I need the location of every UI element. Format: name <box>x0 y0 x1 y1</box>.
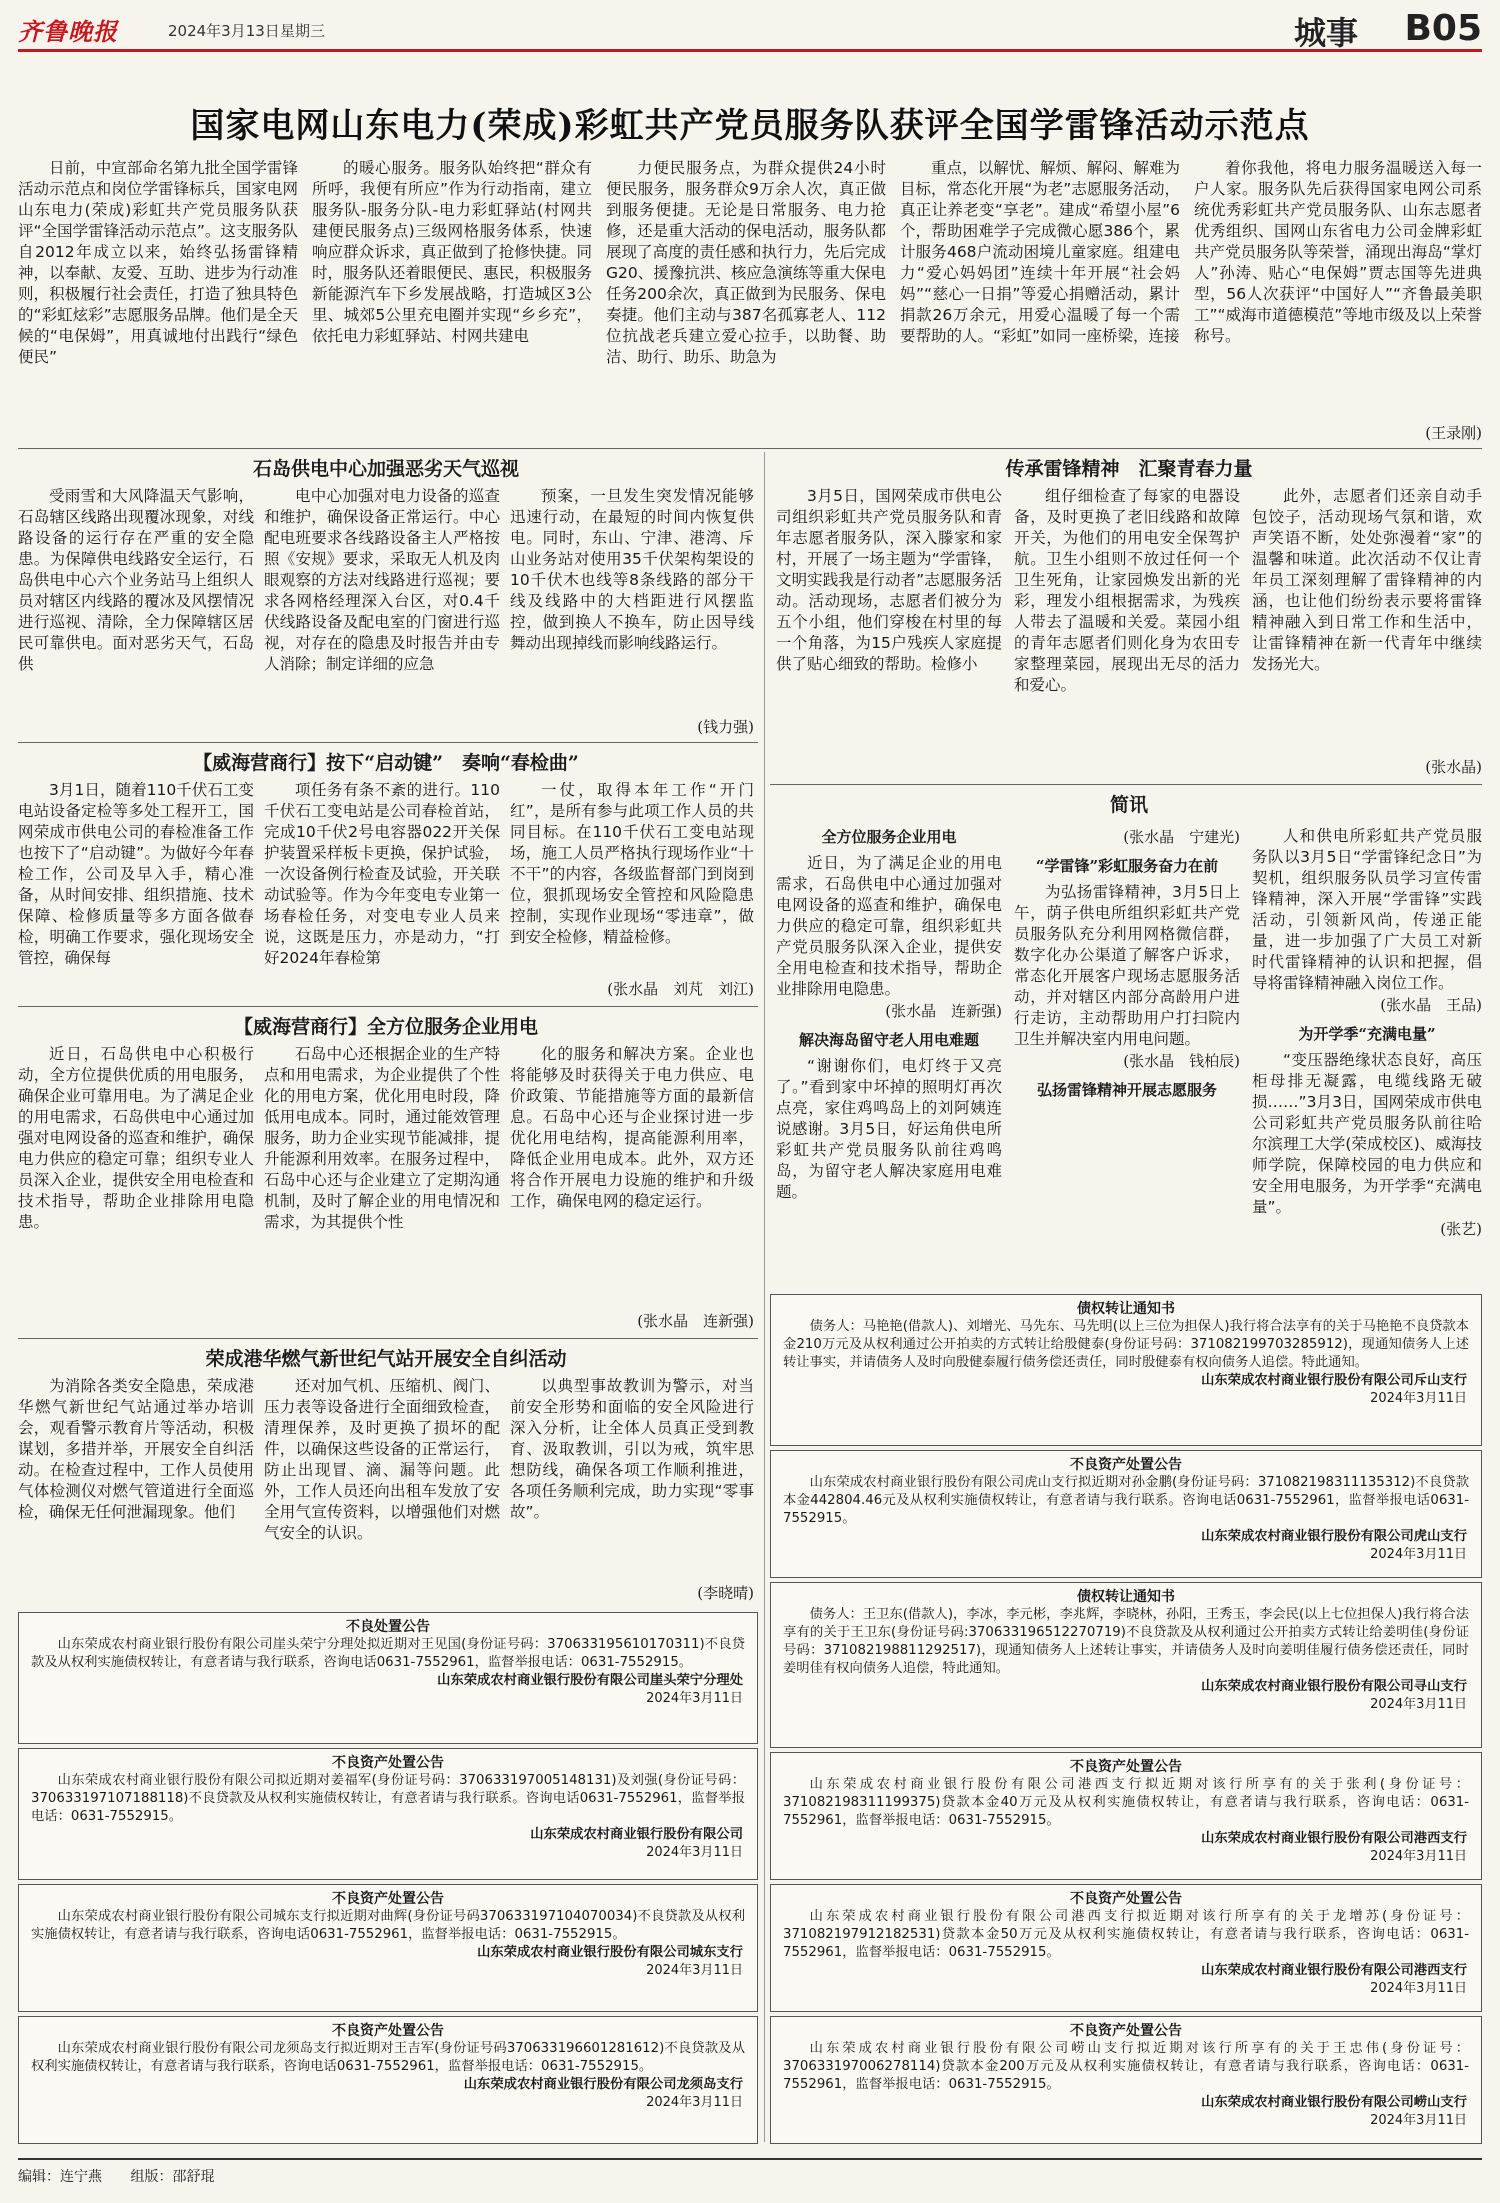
notice-box <box>770 2016 1482 2144</box>
article-title: 【威海营商行】全方位服务企业用电 <box>233 1016 538 1038</box>
notice-title: 不良资产处置公告 <box>332 1891 444 1907</box>
notice-title: 不良资产处置公告 <box>1070 1759 1182 1775</box>
notice-signature: 山东荣成农村商业银行股份有限公司寻山支行 <box>1201 1679 1467 1694</box>
paragraph: 力便民服务点，为群众提供24小时便民服务，服务群众9万余人次，真正做到服务便捷。无论是日常服务、电力抢修，还是重大活动的保电活动，服务队都展现了高度的责任感和执行力，先后完成G20、援豫抗洪、核应急演练等重大保电任务200余次，真正做到为民服务、保电奏捷。他们主动与387名孤寡老人、112位抗战老兵建立爱心拉手，以助餐、助洁、助行、助乐、助急为 <box>606 159 886 366</box>
page-footer <box>18 2158 1482 2198</box>
notice-title: 不良资产处置公告 <box>332 2023 444 2039</box>
article-col <box>1014 486 1240 782</box>
brief-column-3 <box>1252 822 1482 1288</box>
section-name: 城事 <box>1293 14 1358 52</box>
byline: (钱力强) <box>697 718 754 736</box>
brief-title: 全方位服务企业用电 <box>821 828 957 846</box>
brief-byline: (张水晶 王品) <box>1380 996 1482 1014</box>
notice-signature: 山东荣成农村商业银行股份有限公司 <box>530 1827 743 1842</box>
article-title: 石岛供电中心加强恶劣天气巡视 <box>252 458 519 480</box>
notice-date: 2024年3月11日 <box>1370 2113 1467 2128</box>
newspaper-brand: 齐鲁晚报 <box>18 17 118 46</box>
paragraph: 组仔细检查了每家的电器设备，及时更换了老旧线路和故障开关，为他们的用电安全保驾护航。卫生小组则不放过任何一个卫生死角，让家园焕发出新的光彩，理发小组根据需求，为残疾人带去了温暖和关爱。菜园小组的青年志愿者们则化身为农田专家整理菜园，展现出无尽的活力和爱心。 <box>1014 487 1240 694</box>
article-col <box>18 780 254 1000</box>
article-col <box>18 486 254 736</box>
notice-date: 2024年3月11日 <box>646 1845 743 1860</box>
lead-col-4 <box>900 158 1180 448</box>
brief-body: 为弘扬雷锋精神，3月5日上午，荫子供电所组织彩虹共产党员服务队充分利用网格微信群，数字化办公渠道了解客户诉求，常态化开展客户现场志愿服务活动，并对辖区内部分高龄用户进行走访，主动帮助用户打扫院内卫生并解决室内用电问题。 <box>1014 883 1240 1048</box>
paragraph: 此外，志愿者们还亲自动手包饺子，活动现场气氛和谐，欢声笑语不断，处处弥漫着“家”的温馨和味道。此次活动不仅让青年员工深刻理解了雷锋精神的内涵，也让他们纷纷表示要将雷锋精神融入到日常工作和生活中，让雷锋精神在新一代青年中继续发扬光大。 <box>1252 487 1482 673</box>
notice-box <box>18 2016 758 2144</box>
brief-byline: (张艺) <box>1440 1220 1482 1238</box>
byline: (张水晶) <box>1425 758 1482 776</box>
notice-date: 2024年3月11日 <box>1370 1391 1467 1406</box>
notice-box <box>18 1612 758 1744</box>
byline: (张水晶 连新强) <box>637 1312 754 1330</box>
notice-title: 不良资产处置公告 <box>332 1755 444 1771</box>
paragraph: 3月1日，随着110千伏石工变电站设备定检等多处工程开工，国网荣成市供电公司的春检准备工作也按下了“启动键”。为做好今年春检工作，公司及早入手，精心准备，从时间安排、组织措施、技术保障、检修质量等多方面各做春检，明确工作要求，强化现场安全管控，确保每 <box>18 781 254 967</box>
notice-date: 2024年3月11日 <box>1370 1697 1467 1712</box>
divider <box>18 1338 758 1339</box>
paragraph: 电中心加强对电力设备的巡查和维护，确保设备正常运行。中心配电班要求各线路设备主人严格按照《安规》要求，采取无人机及肉眼观察的方法对线路进行巡视；要求各网格经理深入台区，对0.4千伏线路设备及配电室的门窗进行巡视，对存在的隐患及时报告并由专人消除；制定详细的应急 <box>264 487 500 673</box>
brief-column-2 <box>1014 822 1240 1288</box>
notice-box <box>770 1294 1482 1446</box>
lead-col-3 <box>606 158 886 448</box>
lead-col-2 <box>312 158 592 448</box>
article-col <box>510 780 754 976</box>
notice-date: 2024年3月11日 <box>1370 1547 1467 1562</box>
notice-title: 不良资产处置公告 <box>1070 1457 1182 1473</box>
notice-date: 2024年3月11日 <box>646 1963 743 1978</box>
article-col <box>776 486 1002 782</box>
brief-byline: (张水晶 连新强) <box>885 1002 1002 1020</box>
brief-title: “学雷锋”彩虹服务奋力在前 <box>1035 857 1219 875</box>
paragraph: 一仗，取得本年工作“开门红”，是所有参与此项工作人员的共同目标。在110千伏石工变电站现场，施工人员严格执行现场作业“十不干”的内容，各级监督部门到岗到位，狠抓现场安全管控和风险隐患控制，实现作业现场“零违章”，做到安全检修，精益检修。 <box>510 781 754 946</box>
paragraph: 化的服务和解决方案。企业也将能够及时获得关于电力供应、电价政策、节能措施等方面的最新信息。石岛中心还与企业探讨进一步优化用电结构，提高能源利用率，降低企业用电成本。此外，双方还将合作开展电力设施的维护和升级工作，确保电网的稳定运行。 <box>510 1045 754 1210</box>
article-col <box>18 1376 254 1606</box>
article-col <box>264 780 500 1000</box>
notice-title: 不良资产处置公告 <box>1070 1891 1182 1907</box>
notice-body: 山东荣成农村商业银行股份有限公司虎山支行拟近期对孙金鹏(身份证号码：371082198311135312)不良贷款本金442804.46元及从权利实施债权转让，有意者请与我行联系。咨询电话0631-7552961，监督举报电话0631-7552915。 <box>783 1475 1469 1526</box>
brief-body: “谢谢你们，电灯终于又亮了。”看到家中坏掉的照明灯再次点亮，家住鸡鸣岛上的刘阿姨连说感谢。3月5日，好运角供电所彩虹共产党员服务队前往鸡鸣岛，为留守老人解决家庭用电难题。 <box>776 1057 1002 1201</box>
notice-title: 不良资产处置公告 <box>1070 2023 1182 2039</box>
brief-column-1 <box>776 822 1002 1288</box>
brief-title: 为开学季“充满电量” <box>1298 1025 1436 1043</box>
article-col <box>264 486 500 736</box>
notice-body: 山东荣成农村商业银行股份有限公司崂山支行拟近期对该行所享有的关于王忠伟(身份证号：370633197006278114)贷款本金200万元及从权利实施债权转让，有意者请与我行联系，咨询电话：0631-7552961，监督举报电话：0631-7552915。 <box>783 2041 1469 2092</box>
notice-signature: 山东荣成农村商业银行股份有限公司港西支行 <box>1201 1831 1467 1846</box>
article-col <box>510 486 754 716</box>
paragraph: 还对加气机、压缩机、阀门、压力表等设备进行全面细致检查，清理保养，及时更换了损坏的配件，以确保这些设备的正常运行，防止出现冒、滴、漏等问题。此外，工作人员还向出租车发放了安全用气宣传资料，以增强他们对燃气安全的认识。 <box>264 1377 500 1542</box>
notice-signature: 山东荣成农村商业银行股份有限公司崂山支行 <box>1201 2095 1467 2110</box>
notice-body: 山东荣成农村商业银行股份有限公司港西支行拟近期对该行所享有的关于张利(身份证号：371082198311199375)贷款本金40万元及从权利实施债权转让，有意者请与我行联系，咨询电话：0631-7552961，监督举报电话：0631-7552915。 <box>783 1777 1469 1828</box>
divider <box>18 1006 758 1007</box>
notice-signature: 山东荣成农村商业银行股份有限公司斥山支行 <box>1201 1373 1467 1388</box>
lead-col-1 <box>18 158 298 448</box>
issue-weekday: 星期三 <box>280 22 326 40</box>
notice-date: 2024年3月11日 <box>646 2095 743 2110</box>
notice-signature: 山东荣成农村商业银行股份有限公司崖头荣宁分理处 <box>437 1673 743 1688</box>
paragraph: 重点，以解忧、解烦、解闷、解难为目标，常态化开展“为老”志愿服务活动，真正让养老变“享老”。建成“希望小屋”6个，帮助困难学子完成微心愿386个，累计服务468户流动困境儿童家庭。组建电力“爱心妈妈团”连续十年开展“社会妈妈”“慈心一日捐”等爱心捐赠活动，累计捐款26万余元，用爱心温暖了每一个需要帮助的人。“彩虹”如同一座桥梁，连接 <box>900 159 1180 345</box>
issue-date: 2024年3月13日 <box>168 22 280 40</box>
notice-body: 债务人：马艳艳(借款人)、刘增光、马先东、马先明(以上三位为担保人)我行将合法享有的关于马艳艳不良贷款本金210万元及从权利通过公开拍卖的方式转让给殷健泰(身份证号码：371082199703285912)，现通知债务人上述转让事实，并请债务人及时向殷健泰履行债务偿还责任，同时殷健泰有权向债务人追偿。特此通知。 <box>783 1319 1469 1370</box>
notice-body: 山东荣成农村商业银行股份有限公司港西支行拟近期对该行所享有的关于龙增苏(身份证号：371082197912182531)贷款本金50万元及从权利实施债权转让，有意者请与我行联系，咨询电话：0631-7552961，监督举报电话：0631-7552915。 <box>783 1909 1469 1960</box>
notice-body: 山东荣成农村商业银行股份有限公司崖头荣宁分理处拟近期对王见国(身份证号码：370633195610170311)不良贷款及从权利实施债权转让，有意者请与我行联系，咨询电话0631-7552961，监督举报电话：0631-7552915。 <box>31 1637 745 1670</box>
notice-box <box>18 1748 758 1880</box>
article-col <box>510 1044 754 1306</box>
notice-title: 债权转让通知书 <box>1077 1301 1175 1317</box>
article-title: 【威海营商行】按下“启动键” 奏响“春检曲” <box>193 752 579 774</box>
paragraph: 预案，一旦发生突发情况能够迅速行动，在最短的时间内恢复供电。同时，东山、宁津、港湾、斥山业务站对使用35千伏架构架设的10千伏木也线等8条线路的部分干线及线路中的大档距进行风摆监控，做到换人不换车，防止因导线舞动出现掉线而影响线路运行。 <box>510 487 754 652</box>
divider <box>770 784 1482 785</box>
paragraph: 的暖心服务。服务队始终把“群众有所呼，我便有所应”作为行动指南，建立服务队-服务分队-电力彩虹驿站(村网共建便民服务点)三级网格服务体系，快速响应群众诉求，真正做到了抢修快捷。同时，服务队还着眼便民、惠民，积极服务新能源汽车下乡发展战略，打造城区3公里、城郊5公里充电圈并实现“乡乡充”，依托电力彩虹驿站、村网共建电 <box>312 159 592 345</box>
divider <box>18 448 1482 449</box>
divider <box>18 742 758 743</box>
page-number: B05 <box>1404 8 1482 49</box>
article-col <box>264 1376 500 1606</box>
layout-credit: 组版：邵舒琨 <box>130 2169 215 2185</box>
editor-credit: 编辑：连宁燕 <box>18 2169 102 2185</box>
paragraph: 受雨雪和大风降温天气影响，石岛辖区线路出现覆冰现象，对线路设备的运行存在严重的安全隐患。为保障供电线路安全运行，石岛供电中心六个业务站马上组织人员对辖区内线路的覆冰及风摆情况进行巡视、清除，全力保障辖区居民可靠供电。面对恶劣天气，石岛供 <box>18 487 254 673</box>
lead-headline: 国家电网山东电力(荣成)彩虹共产党员服务队获评全国学雷锋活动示范点 <box>190 106 1310 146</box>
notice-date: 2024年3月11日 <box>1370 1981 1467 1996</box>
byline: (张水晶 刘芃 刘江) <box>607 980 754 998</box>
brief-header: 简讯 <box>1109 794 1148 816</box>
paragraph: 近日，石岛供电中心积极行动，全方位提供优质的用电服务，确保企业可靠用电。为了满足企业的用电需求，石岛供电中心通过加强对电网设备的巡查和维护，确保电力供应的稳定可靠；组织专业人员深入企业，提供安全用电检查和技术指导，帮助企业排除用电隐患。 <box>18 1045 254 1231</box>
notice-signature: 山东荣成农村商业银行股份有限公司龙须岛支行 <box>463 2077 743 2092</box>
notice-box <box>18 1884 758 2012</box>
lead-byline: (王录刚) <box>1425 424 1482 442</box>
notice-box <box>770 1884 1482 2012</box>
brief-body: “变压器绝缘状态良好，高压柜母排无凝露，电缆线路无破损……”3月3日，国网荣成市供电公司彩虹共产党员服务队前往哈尔滨理工大学(荣成校区)、威海技师学院，保障校园的电力供应和安全用电服务，为开学季“充满电量”。 <box>1252 1051 1482 1216</box>
article-col <box>1252 486 1482 754</box>
article-title: 传承雷锋精神 汇聚青春力量 <box>1005 458 1253 480</box>
brief-body: 近日，为了满足企业的用电需求，石岛供电中心通过加强对电网设备的巡查和维护，确保电力供应的稳定可靠，组织彩虹共产党员服务队深入企业，提供安全用电检查和技术指导，帮助企业排除用电隐患。 <box>776 854 1002 998</box>
brief-body: 人和供电所彩虹共产党员服务队以3月5日“学雷锋纪念日”为契机，组织服务队员学习宣传雷锋精神，深入开展“学雷锋”实践活动，引领新风尚，传递正能量，进一步加强了广大员工对新时代雷锋精神的认识和把握，倡导将雷锋精神融入岗位工作。 <box>1252 827 1482 992</box>
notice-box <box>770 1752 1482 1880</box>
notice-box <box>770 1582 1482 1748</box>
paragraph: 为消除各类安全隐患，荣成港华燃气新世纪气站通过举办培训会，观看警示教育片等活动，积极谋划，多措并举，开展安全自纠活动。在检查过程中，工作人员使用气体检测仪对燃气管道进行全面巡检，确保无任何泄漏现象。他们 <box>18 1377 254 1521</box>
article-title: 荣成港华燃气新世纪气站开展安全自纠活动 <box>205 1348 567 1370</box>
notice-signature: 山东荣成农村商业银行股份有限公司港西支行 <box>1201 1963 1467 1978</box>
notice-title: 不良处置公告 <box>346 1619 430 1635</box>
notice-signature: 山东荣成农村商业银行股份有限公司城东支行 <box>477 1945 743 1960</box>
paragraph: 着你我他，将电力服务温暖送入每一户人家。服务队先后获得国家电网公司系统优秀彩虹共产党员服务队、山东志愿者优秀组织、国网山东省电力公司金牌彩虹共产党员服务队等荣誉，涌现出海岛“掌灯人”孙涛、贴心“电保姆”贾志国等先进典型，56人次获评“中国好人”“齐鲁最美职工”“威海市道德模范”等地市级及以上荣誉称号。 <box>1194 159 1482 345</box>
column-divider <box>764 452 765 2142</box>
lead-col-5 <box>1194 158 1482 428</box>
byline: (李晓晴) <box>697 1584 754 1602</box>
notice-body: 山东荣成农村商业银行股份有限公司拟近期对姜福军(身份证号码：370633197005148131)及刘强(身份证号码：370633197107188118)不良贷款及从权利实施债权转让，有意者请与我行联系。咨询电话0631-7552961，监督举报电话：0631-7552915。 <box>31 1773 745 1824</box>
notice-body: 山东荣成农村商业银行股份有限公司龙须岛支行拟近期对王吉军(身份证号码370633196601281612)不良贷款及从权利实施债权转让，有意者请与我行联系，咨询电话0631-7552961，监督举报电话：0631-7552915。 <box>31 2041 745 2074</box>
brief-byline: (张水晶 宁建光) <box>1123 828 1240 846</box>
article-col <box>510 1376 754 1576</box>
paragraph: 石岛中心还根据企业的生产特点和用电需求，为企业提供了个性化的用电方案，优化用电时段，降低用电成本。同时，通过能效管理服务，助力企业实现节能减排，提升能源利用效率。在服务过程中，石岛中心还与企业建立了定期沟通机制，及时了解企业的用电情况和需求，为其提供个性 <box>264 1045 500 1231</box>
paragraph: 以典型事故教训为警示，对当前安全形势和面临的安全风险进行深入分析，让全体人员真正受到教育、汲取教训，引以为戒，筑牢思想防线，确保各项工作顺利推进，各项任务顺利完成，助力实现“零事故”。 <box>510 1377 754 1521</box>
notice-signature: 山东荣成农村商业银行股份有限公司虎山支行 <box>1201 1529 1467 1544</box>
brief-byline: (张水晶 钱柏辰) <box>1123 1052 1240 1070</box>
paragraph: 3月5日，国网荣成市供电公司组织彩虹共产党员服务队和青年志愿者服务队，深入滕家和家村，开展了一场主题为“学雷锋，文明实践我是行动者”志愿服务活动。活动现场，志愿者们被分为五个小组，他们穿梭在村里的每一个角落，为15户残疾人家庭提供了贴心细致的帮助。检修小 <box>776 487 1002 673</box>
brief-title: 弘扬雷锋精神开展志愿服务 <box>1036 1081 1217 1099</box>
paragraph: 日前，中宣部命名第九批全国学雷锋活动示范点和岗位学雷锋标兵，国家电网山东电力(荣成)彩虹共产党员服务队获评“全国学雷锋活动示范点”。这支服务队自2012年成立以来，始终弘扬雷锋精神，以奉献、友爱、互助、进步为行动准则，积极履行社会责任，打造了独具特色的“彩虹炫彩”志愿服务品牌。他们是全天候的“电保姆”，用真诚地付出践行“绿色便民” <box>18 159 298 366</box>
notice-box <box>770 1450 1482 1578</box>
notice-date: 2024年3月11日 <box>646 1691 743 1706</box>
notice-title: 债权转让通知书 <box>1077 1589 1175 1605</box>
notice-body: 山东荣成农村商业银行股份有限公司城东支行拟近期对曲辉(身份证号码370633197104070034)不良贷款及从权利实施债权转让，有意者请与我行联系，咨询电话0631-7552961，监督举报电话：0631-7552915。 <box>31 1909 745 1942</box>
brief-title: 解决海岛留守老人用电难题 <box>798 1031 979 1049</box>
article-col <box>264 1044 500 1334</box>
article-col <box>18 1044 254 1334</box>
masthead <box>18 8 1482 52</box>
paragraph: 项任务有条不紊的进行。110千伏石工变电站是公司春检首站，完成10千伏2号电容器022开关保护装置采样板卡更换，保护试验，一次设备例行检查及试验，开关联动试验等。作为今年变电专业第一场春检任务，对变电专业人员来说，这既是压力，亦是动力，“打好2024年春检第 <box>264 781 500 967</box>
notice-body: 债务人：王卫东(借款人)，李冰，李元彬，李兆辉，李晓林，孙阳，王秀玉，李会民(以上七位担保人)我行将合法享有的关于王卫东(身份证号码:370633196512270719)不良贷款及从权利通过公开拍卖方式转让给姜明佳(身份证号码：371082198811292517)，现通知债务人上述转让事实，并请债务人及时向姜明佳履行债务偿还责任，同时姜明佳有权向债务人追偿，特此通知。 <box>783 1607 1469 1676</box>
notice-date: 2024年3月11日 <box>1370 1849 1467 1864</box>
